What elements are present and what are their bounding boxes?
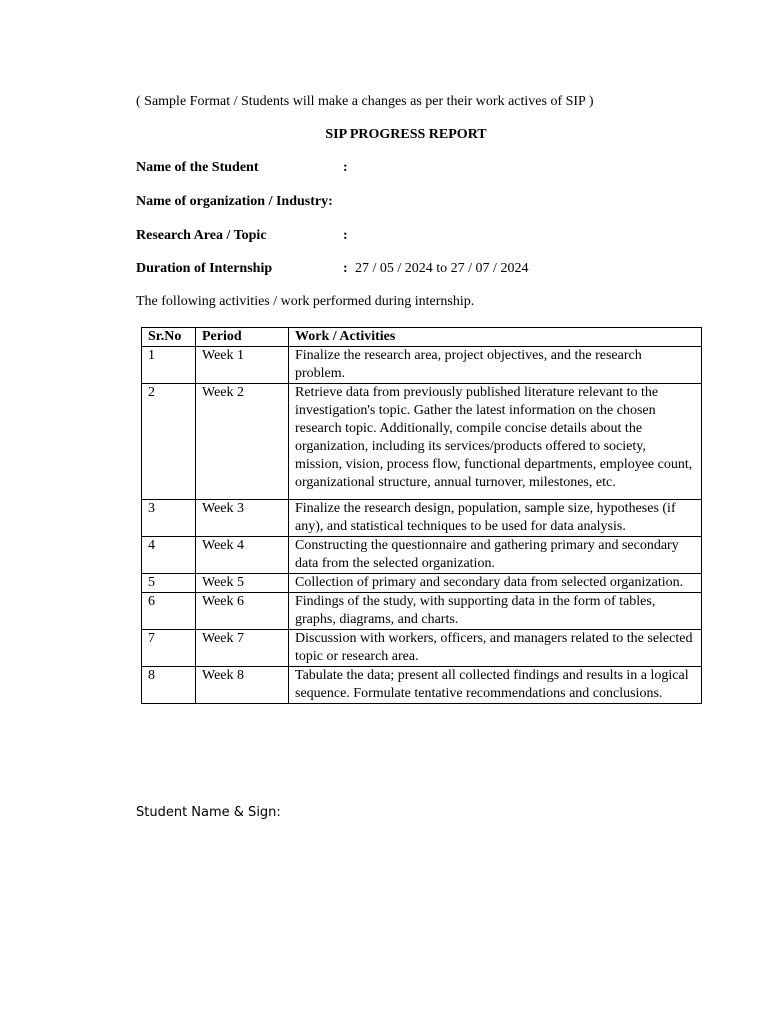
table-row bbox=[142, 500, 702, 537]
student-signature-label: Student Name & Sign: bbox=[136, 805, 281, 820]
row-work: Constructing the questionnaire and gathering primary and secondary data from the selected organization. bbox=[289, 537, 702, 574]
student-name-field bbox=[136, 160, 348, 176]
organization-field bbox=[136, 194, 333, 210]
row-sr-no: 2 bbox=[142, 384, 196, 500]
duration-label: Duration of Internship bbox=[136, 261, 273, 276]
row-period: Week 1 bbox=[196, 347, 289, 384]
row-period: Week 6 bbox=[196, 593, 289, 630]
row-work: Finalize the research area, project objectives, and the research problem. bbox=[289, 347, 702, 384]
research-area-field bbox=[136, 228, 348, 244]
row-period: Week 8 bbox=[196, 667, 289, 704]
row-period: Week 3 bbox=[196, 500, 289, 537]
activities-table bbox=[141, 327, 702, 704]
table-row bbox=[142, 667, 702, 704]
row-work: Tabulate the data; present all collected findings and results in a logical sequence. Formulate tentative recommendations and conclusions. bbox=[289, 667, 702, 704]
table-row bbox=[142, 537, 702, 574]
row-sr-no: 7 bbox=[142, 630, 196, 667]
table-row bbox=[142, 384, 702, 500]
row-work: Collection of primary and secondary data from selected organization. bbox=[289, 574, 702, 593]
table-row bbox=[142, 630, 702, 667]
row-sr-no: 8 bbox=[142, 667, 196, 704]
row-period: Week 7 bbox=[196, 630, 289, 667]
report-title: SIP PROGRESS REPORT bbox=[325, 127, 487, 142]
row-work: Discussion with workers, officers, and managers related to the selected topic or research area. bbox=[289, 630, 702, 667]
row-period: Week 2 bbox=[196, 384, 289, 500]
table-header-row bbox=[142, 328, 702, 347]
row-work: Finalize the research design, population, sample size, hypotheses (if any), and statistical techniques to be used for data analysis. bbox=[289, 500, 702, 537]
research-area-label: Research Area / Topic bbox=[136, 228, 267, 243]
row-work: Retrieve data from previously published literature relevant to the investigation's topic. Gather the latest information on the chosen research topic. Additionally, compile concise details about the organization, including its services/products offered to society, mission, vision, process flow, functional departments, employee count, organizational structure, annual turnover, milestones, etc. bbox=[289, 384, 702, 500]
row-sr-no: 5 bbox=[142, 574, 196, 593]
row-sr-no: 6 bbox=[142, 593, 196, 630]
sample-format-note: ( Sample Format / Students will make a changes as per their work actives of SIP ) bbox=[136, 94, 594, 109]
header-sr-no: Sr.No bbox=[142, 328, 196, 347]
row-period: Week 4 bbox=[196, 537, 289, 574]
header-work-activities: Work / Activities bbox=[289, 328, 702, 347]
row-sr-no: 1 bbox=[142, 347, 196, 384]
research-area-colon: : bbox=[343, 228, 348, 243]
row-work: Findings of the study, with supporting data in the form of tables, graphs, diagrams, and charts. bbox=[289, 593, 702, 630]
table-row bbox=[142, 347, 702, 384]
table-row bbox=[142, 593, 702, 630]
row-sr-no: 3 bbox=[142, 500, 196, 537]
row-sr-no: 4 bbox=[142, 537, 196, 574]
header-period: Period bbox=[196, 328, 289, 347]
organization-label: Name of organization / Industry: bbox=[136, 194, 333, 209]
duration-field bbox=[136, 261, 529, 277]
student-name-colon: : bbox=[343, 160, 348, 175]
table-row bbox=[142, 574, 702, 593]
student-name-label: Name of the Student bbox=[136, 160, 259, 175]
row-period: Week 5 bbox=[196, 574, 289, 593]
activities-intro: The following activities / work performed during internship. bbox=[136, 294, 475, 309]
duration-colon: : bbox=[343, 261, 348, 276]
duration-value: 27 / 05 / 2024 to 27 / 07 / 2024 bbox=[355, 261, 529, 276]
